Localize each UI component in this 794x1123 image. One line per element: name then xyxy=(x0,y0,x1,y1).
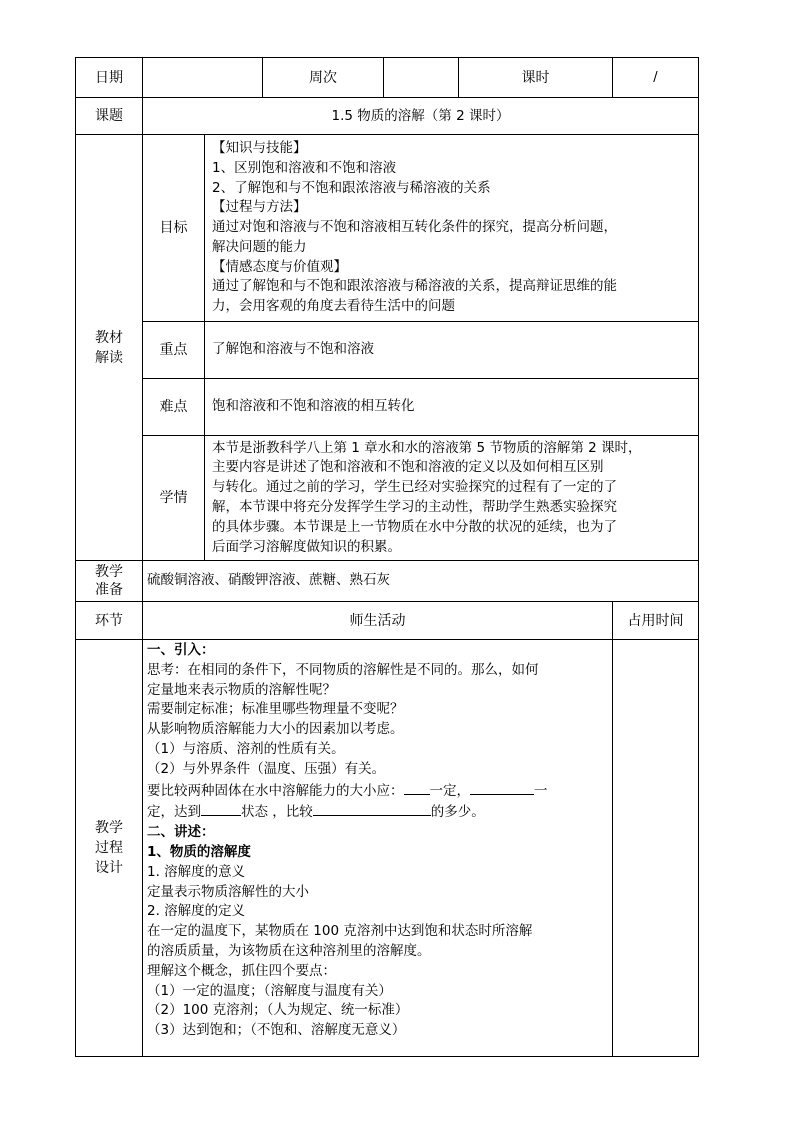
solubility-heading: 1、物质的溶解度 xyxy=(147,843,251,860)
intro-line: 思考：在相同的条件下，不同物质的溶解性是不同的。那么，如何 xyxy=(147,661,539,678)
compare-text: 的多少。 xyxy=(430,804,485,821)
compare-text: 定，达到 xyxy=(147,804,201,821)
preparation-label-line1: 教学 xyxy=(95,564,123,580)
textbook-label-line1: 教材 xyxy=(95,329,123,346)
process-time-value xyxy=(613,640,699,1057)
goals-line: 通过了解饱和与不饱和跟浓溶液与稀溶液的关系，提高辩证思维的能 xyxy=(212,278,617,295)
body-line: 的溶质质量，为该物质在这种溶剂里的溶解度。 xyxy=(147,942,431,959)
process-row xyxy=(76,640,699,1057)
process-label xyxy=(76,640,143,1057)
body-line: （2）100 克溶剂；（人为规定、统一标准） xyxy=(147,1002,409,1019)
situation-line: 的具体步骤。本节课是上一节物质在水中分散的状况的延续，也为了 xyxy=(212,518,617,535)
topic-value: 1.5 物质的溶解（第 2 课时） xyxy=(143,98,699,135)
goals-line: 解决问题的能力 xyxy=(212,238,307,255)
body-line: （1）一定的温度；（溶解度与温度有关） xyxy=(147,982,392,999)
date-value xyxy=(143,58,263,98)
intro-line: 定量地来表示物质的溶解性呢？ xyxy=(147,681,336,698)
goals-line: 力，会用客观的角度去看待生活中的问题 xyxy=(212,298,455,315)
body-line: 定量表示物质溶解性的大小 xyxy=(147,883,309,900)
fill-blank[interactable] xyxy=(470,780,534,795)
situation-row xyxy=(76,436,699,561)
week-label: 周次 xyxy=(263,58,384,98)
intro-heading: 一、引入： xyxy=(147,642,215,658)
difficulty-row xyxy=(76,379,699,436)
date-label: 日期 xyxy=(76,58,143,98)
lesson-plan-table xyxy=(75,57,699,1057)
fill-blank[interactable] xyxy=(201,801,241,816)
compare-text: 一定， xyxy=(429,782,470,799)
body-line: （3）达到饱和；（不饱和、溶解度无意义） xyxy=(147,1022,406,1039)
key-point-row xyxy=(76,322,699,379)
lesson-plan-page xyxy=(75,57,698,1057)
preparation-label xyxy=(76,561,143,602)
situation-content xyxy=(205,436,699,561)
compare-text: 一 xyxy=(534,782,548,799)
goals-line: 【情感态度与价值观】 xyxy=(212,258,347,275)
compare-text: 状态 ，比较 xyxy=(241,804,313,821)
process-content xyxy=(143,640,613,1057)
goals-content xyxy=(205,135,699,322)
goals-line: 【知识与技能】 xyxy=(212,139,307,156)
time-column-header: 占用时间 xyxy=(613,602,699,640)
goals-line: 通过对饱和溶液与不饱和溶液相互转化条件的探究，提高分析问题， xyxy=(212,219,617,236)
body-line: 在一定的温度下，某物质在 100 克溶剂中达到饱和状态时所溶解 xyxy=(147,923,533,940)
preparation-row xyxy=(76,561,699,602)
process-label-line2: 过程 xyxy=(95,840,123,856)
situation-label: 学情 xyxy=(143,436,205,561)
fill-blank[interactable] xyxy=(404,780,430,795)
key-point-label: 重点 xyxy=(143,322,205,379)
goals-row xyxy=(76,135,699,322)
process-label-line1: 教学 xyxy=(95,820,123,836)
situation-line: 与转化。通过之前的学习，学生已经对实验探究的过程有了一定的了 xyxy=(212,479,617,496)
intro-line: 从影响物质溶解能力大小的因素加以考虑。 xyxy=(147,721,404,738)
body-line: 理解这个概念，抓住四个要点： xyxy=(147,962,336,979)
intro-line: （1）与溶质、溶剂的性质有关。 xyxy=(147,740,345,757)
lecture-heading: 二、讲述： xyxy=(147,824,215,841)
textbook-label xyxy=(76,135,143,561)
compare-text: 要比较两种固体在水中溶解能力的大小应： xyxy=(147,782,404,799)
intro-line: （2）与外界条件（温度、压强）有关。 xyxy=(147,760,386,777)
activity-column-header: 师生活动 xyxy=(143,602,613,640)
week-value xyxy=(384,58,459,98)
difficulty-value: 饱和溶液和不饱和溶液的相互转化 xyxy=(205,379,699,436)
preparation-label-line2: 准备 xyxy=(95,582,123,598)
goals-label: 目标 xyxy=(143,135,205,322)
section-column-header: 环节 xyxy=(76,602,143,640)
situation-line: 主要内容是讲述了饱和溶液和不饱和溶液的定义以及如何相互区别 xyxy=(212,459,604,476)
period-label: 课时 xyxy=(459,58,613,98)
fill-blank[interactable] xyxy=(313,801,431,816)
goals-line: 2、了解饱和与不饱和跟浓溶液与稀溶液的关系 xyxy=(212,179,491,196)
preparation-value: 硫酸铜溶液、硝酸钾溶液、蔗糖、熟石灰 xyxy=(143,561,699,602)
situation-line: 本节是浙教科学八上第 1 章水和水的溶液第 5 节物质的溶解第 2 课时， xyxy=(212,439,642,456)
difficulty-label: 难点 xyxy=(143,379,205,436)
topic-row xyxy=(76,98,699,135)
textbook-label-line2: 解读 xyxy=(95,349,123,366)
header-row xyxy=(76,58,699,98)
compare-line-2 xyxy=(147,801,608,823)
situation-line: 解，本节课中将充分发挥学生学习的主动性，帮助学生熟悉实验探究 xyxy=(212,499,617,515)
goals-line: 【过程与方法】 xyxy=(212,199,307,216)
goals-line: 1、区别饱和溶液和不饱和溶液 xyxy=(212,159,397,176)
process-label-line3: 设计 xyxy=(95,860,123,876)
columns-row xyxy=(76,602,699,640)
body-line: 1. 溶解度的意义 xyxy=(147,863,246,880)
body-line: 2. 溶解度的定义 xyxy=(147,903,246,920)
key-point-value: 了解饱和溶液与不饱和溶液 xyxy=(205,322,699,379)
situation-line: 后面学习溶解度做知识的积累。 xyxy=(212,538,401,555)
period-value: / xyxy=(613,58,699,98)
topic-label: 课题 xyxy=(76,98,143,135)
compare-line-1 xyxy=(147,780,608,802)
intro-line: 需要制定标准；标准里哪些物理量不变呢？ xyxy=(147,701,404,718)
